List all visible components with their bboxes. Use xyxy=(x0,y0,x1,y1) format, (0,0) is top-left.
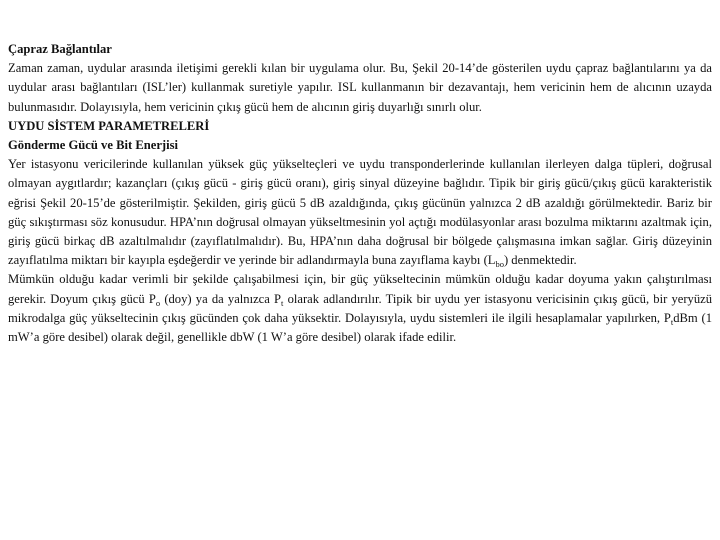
heading-gonderme-gucu: Gönderme Gücü ve Bit Enerjisi xyxy=(8,138,179,153)
paragraph-text-d: dBm (1 mW’a göre desibel) olarak değil, genellikle dbW (1 W’a göre desibel) olarak ifade edilir. xyxy=(8,310,713,345)
subscript-o: o xyxy=(155,297,161,308)
heading-uydu-sistem-parametreleri: UYDU SİSTEM PARAMETRELERİ xyxy=(8,118,210,133)
document-page xyxy=(8,40,712,347)
subscript-bo: bo xyxy=(495,259,504,270)
paragraph-capraz-baglantilar: Zaman zaman, uydular arasında iletişimi gerekli kılan bir uygulama olur. Bu, Şekil 20-14’de gösterilen uydu çapraz bağlantılarını ya da uydular arası bağlantıları (ISL’ler) kullanmak suretiyle yapılır. ISL kullanmanın bir dezavantajı, hem vericinin hem de alıcının uzayda bulunmasıdır. Dolayısıyla, hem vericinin çıkış gücü hem de alıcının giriş duyarlığı sınırlı olur. xyxy=(8,61,712,114)
paragraph-text-a: Mümkün olduğu kadar verimli bir şekilde çalışabilmesi için, bir güç yükseltecinin mümkün olduğu kadar doyuma yakın çalıştırılması gerekir. Doyum çıkış gücü P xyxy=(8,272,712,306)
paragraph-text-b: (doy) ya da yalnızca P xyxy=(160,291,282,306)
paragraph-gonderme-gucu-2 xyxy=(8,270,712,347)
paragraph-text-end: ) denmektedir. xyxy=(503,253,577,268)
paragraph-text-c: olarak adlandırılır. Tipik bir uydu yer istasyonu vericisinin çıkış gücü, bir yeryüzü mikrodalga güç yükseltecinin çıkış gücünden çok daha yüksektir. Dolayısıyla, uydu sistemleri ile ilgili hesaplamalar yapılırken, P xyxy=(8,291,713,325)
paragraph-text: Yer istasyonu vericilerinde kullanılan yüksek güç yükselteçleri ve uydu transponderlerinde kullanılan ilerleyen dalga tüpleri, doğrusal olmayan aygıtlardır; kazançları (çıkış gücü - giriş gücü oranı), giriş sinyal düzeyine bağlıdır. Tipik bir giriş gücü/çıkış gücü karakteristik eğrisi Şekil 20-15’de gösterilmiştir. Şekilden, giriş gücü 5 dB azaldığında, çıkış gücünün yalnızca 2 dB azaldığı görülmektedir. Bariz bir güç sıkıştırması söz konusudur. HPA’nın doğrusal olmayan yükseltmesinin yol açtığı modülasyonlar arası bozulma miktarını azaltmak için, giriş gücü birkaç dB azaltılmalıdır (zayıflatılmalıdır). Bu, HPA’nın daha doğrusal bir bölgede çalışmasına imkan sağlar. Giriş düzeyinin zayıflatılma miktarı bir kayıpla eşdeğerdir ve yerinde bir adlandırmayla buna zayıflama kaybı (L xyxy=(8,157,712,268)
subscript-t: t xyxy=(281,297,284,308)
subscript-t-dbm: t xyxy=(670,316,674,327)
heading-capraz-baglantilar: Çapraz Bağlantılar xyxy=(8,42,112,56)
paragraph-gonderme-gucu-1 xyxy=(8,155,712,270)
